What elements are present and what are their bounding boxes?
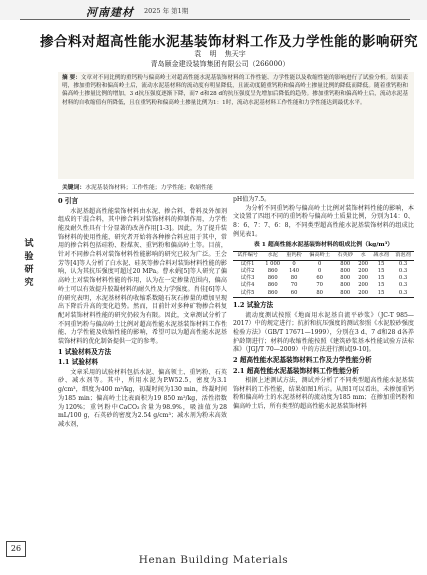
page-header	[0, 0, 427, 20]
table-cell: 15	[377, 282, 385, 289]
materials-paragraph: 文章采用的试验材料包括水泥、偏高领土、重钙粉、石英砂、减水剂等。其中，所用水泥为P.W52.5，密度为3.1 g/cm³，细度为400 m²/kg，初凝时间为130 min，终凝时间为185 min；偏高岭土比表面积为19 850 m²/kg，活性指数为120%；重钙粉中CaCO₃含量为98.9%，吸油值为28 mL/100 g，石英砂的密度为2.54 g/cm³；减水剂为粉末高效减水剂，	[58, 368, 227, 428]
abstract-text: 文章对不同比例的重钙粉与偏高岭土对超高性能水泥基装饰材料的工作性能、力学性能以及收缩性能的影响进行了试验分析。结果表明，掺加重钙粉和偏高岭土后，流动水泥基材料的流动度有明显降低，且流动度随重钙粉和偏高岭土掺量比例的降低而降低。随着重钙粉和偏高岭土掺量比例的增加，3 d抗压强度逐渐下降，而7 d和28 d的抗压强度呈先增加后降低的趋势。掺加重钙粉和偏高岭土后，流动水泥基材料的自收缩值有所降低，且在重钙粉和偏高岭土掺量比例为1：1时，流动水泥基材料工作性能和力学性能达到最优水平。	[62, 75, 408, 106]
abstract	[62, 74, 408, 107]
table-cell: 0.3	[398, 260, 408, 267]
section-heading-materials-methods: 1 试验材料及方法	[58, 347, 112, 356]
table-cell: 15	[377, 267, 385, 274]
table-header-cell: 重钙粉	[286, 252, 302, 259]
journal-issue: 2025 年 第1期	[144, 7, 189, 15]
right-column	[233, 196, 414, 412]
table-cell: 0.3	[398, 275, 408, 282]
composition-table	[233, 251, 414, 298]
table-cell: 试件2	[240, 267, 255, 274]
table-cell: 0	[318, 267, 322, 274]
article-title: 掺合料对超高性能水泥基装饰材料工作及力学性能的影响研究	[40, 34, 418, 50]
table-header-cell: 偏高岭土	[309, 252, 331, 259]
journal-footer: Henan Building Materials	[138, 554, 289, 566]
table-cell: 140	[289, 267, 300, 274]
keywords	[62, 182, 408, 191]
article-authors: 袁 明 焦天宇	[194, 50, 246, 58]
table-cell: 试件3	[240, 275, 255, 282]
table-cell: 200	[358, 282, 369, 289]
table-cell: 0	[318, 260, 322, 267]
left-column	[58, 196, 227, 430]
section-sidebar-label: 试 验 研 究	[24, 239, 34, 288]
table-cell: 860	[267, 267, 278, 274]
table-cell: 0.3	[398, 282, 408, 289]
ph-continuation: pH值为7.5。	[233, 196, 271, 203]
section-heading-intro: 0 引言	[58, 197, 79, 205]
table-cell: 15	[377, 275, 385, 282]
table-cell: 860	[267, 282, 278, 289]
subsection-heading-methods: 1.2 试验方法	[233, 301, 274, 309]
table-cell: 15	[377, 260, 385, 267]
table-cell: 60	[290, 289, 298, 296]
section-heading-performance: 2 超高性能水泥基装饰材料工作及力学性能分析	[233, 356, 372, 365]
table-row	[233, 290, 414, 298]
table-cell: 80	[290, 275, 298, 282]
table-cell: 200	[358, 260, 369, 267]
table-cell: 1 000	[265, 260, 281, 267]
subsection-heading-materials: 1.1 试验材料	[58, 358, 99, 367]
table-header-cell: 水泥	[267, 252, 278, 259]
table-cell: 15	[377, 289, 385, 296]
ratio-paragraph: 为分析不同重钙粉与偏高岭土比例对装饰材料性能的影响，本文设置了四组不同的重钙粉与偏高岭土质量比例，分别为14：0、8：6、7：7、6：8，不同类型超高性能水泥基装饰材料的组成比例见表1。	[233, 204, 414, 238]
table-header-cell: 消泡剂	[395, 252, 411, 259]
work-performance-paragraph: 根据上述测试方法，测试并分析了不同类型超高性能水泥基装饰材料的工作性能，结果如图1所示。从图1可以看出，未掺加重钙粉和偏高岭土的水泥基材料的流动度为185 mm；在掺加重钙粉和偏高岭土后，所有类型的超高性能水泥基装饰材料	[233, 377, 414, 411]
methods-paragraph: 流动度测试按照《地面用水泥基自流平砂浆》（JC-T 985—2017）中的规定进行；抗折和抗压强度的测试参照《水泥胶砂强度检验方法》（GB/T 17671—1999），分别在3 d、7 d和28 d各养护龄期进行；材料的收缩性能按照《建筑砂浆基本性能试验方法标准》（JGJ/T 70—2009）中的方法进行测试[9-10]。	[233, 311, 414, 354]
table-row	[233, 275, 414, 282]
abstract-divider	[58, 193, 414, 194]
page-number: 26	[6, 541, 26, 557]
table-header-cell: 水	[360, 252, 366, 259]
table-header-cell: 减水剂	[373, 252, 389, 259]
table-body	[233, 260, 414, 297]
table-cell: 200	[358, 267, 369, 274]
table-row	[233, 268, 414, 275]
table-cell: 860	[267, 275, 278, 282]
table-cell: 200	[358, 289, 369, 296]
table-header-cell: 石英砂	[337, 252, 354, 259]
table-cell: 800	[340, 275, 351, 282]
table-row	[233, 260, 414, 268]
table-header-row	[233, 252, 414, 260]
table-cell: 800	[340, 289, 351, 296]
table-cell: 60	[316, 275, 323, 282]
subsection-heading-work-performance: 2.1 超高性能水泥基装饰材料工作性能分析	[233, 366, 359, 375]
table-cell: 试件5	[240, 289, 255, 296]
keywords-label: 关键词：	[62, 185, 86, 191]
abstract-label: 摘 要：	[62, 75, 81, 81]
table-cell: 0	[292, 260, 296, 267]
table-cell: 0.3	[398, 289, 408, 296]
table-cell: 800	[340, 260, 351, 267]
table-cell: 试件4	[240, 282, 255, 289]
intro-paragraph: 水泥基超高性能装饰材料由水泥、掺合料、骨料及外加剂组成的干混合料，其中掺合料对装饰材料的抑制作用，力学性能及耐久性具有十分显著的改善作用[1-3]。因此，为了提升装饰材料的使用性能，研究者开始将各种掺合料应用于其中，常用的掺合料包括硅粉、粉煤灰、重钙粉和偏高岭土等。目前，针对不同掺合料对装饰材料性能影响的研究已较为广泛。王会芳等[4]等人分析了白水泥、硅灰等掺合料对装饰材料性能的影响，认为其抗压强度可超过20 MPa。曹永娟[5]等人研究了偏高岭土对装饰材料性能的作用，认为在一定掺量范围内，偏高岭土可以有效提升胶凝材料的耐久性及力学强度。肖佳[6]等人的研究表明，水泥基材料的收缩系数随石灰石掺量的增加呈现出下降后升高的变化趋势。然而，目前针对多种矿物掺合料复配对装饰材料性能的研究仍较为有限。因此，文章测试分析了不同重钙粉与偏高岭土比例对超高性能水泥基装饰材料工作性能、力学性能及收缩性能的影响，希望可以为超高性能水泥基装饰材料的优化制备提供一定的参考。	[58, 207, 227, 346]
table-cell: 200	[358, 275, 369, 282]
table-cell: 860	[267, 289, 278, 296]
table-caption: 表 1 超高性能水泥基装饰材料的组成比例（kg/m³）	[253, 240, 394, 248]
table-header-cell: 试件编号	[237, 252, 258, 259]
table-cell: 0.3	[398, 267, 408, 274]
table-row	[233, 282, 414, 289]
table-cell: 800	[340, 282, 351, 289]
table-cell: 800	[340, 267, 351, 274]
keywords-text: 水泥基装饰材料；工作性能；力学性能；收缩性能	[85, 185, 213, 191]
table-cell: 80	[316, 289, 323, 296]
table-cell: 试件1	[240, 260, 255, 267]
table-cell: 70	[316, 282, 323, 289]
article-affiliation: 青岛颐金建设装饰集团有限公司（266000）	[150, 60, 290, 68]
table-cell: 70	[290, 282, 298, 289]
journal-brand: 河南建材	[86, 6, 134, 19]
header-divider	[20, 19, 410, 20]
